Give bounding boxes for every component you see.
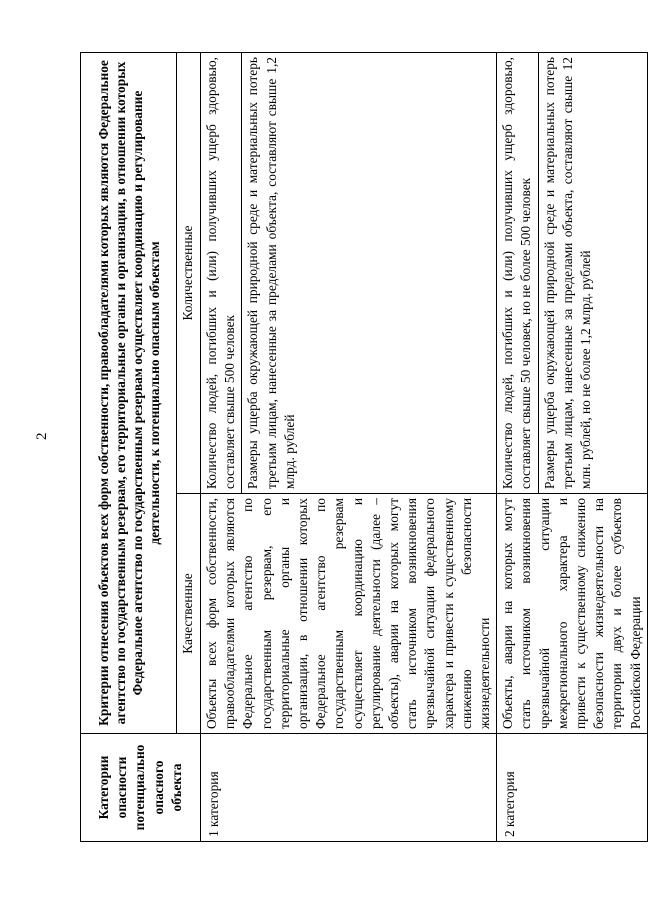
- header-criteria: Критерии отнесения объектов всех форм собственности, правообладателями которых являются Федеральное агентство по государственным резервам, его территориальные органы и организации, в отношении которых Федеральное агентство по государственным резервам осуществляет координацию и регулирование деятельности, к потенциально опасным объектам: [81, 53, 177, 734]
- criteria-table: [80, 52, 648, 842]
- qualitative-cell: Объекты, аварии на которых могут стать источником возникновения чрезвычайной ситуации межрегионального характера и привести к существенному снижению безопасности жизнедеятельности на территории двух и более субъектов Российской Федерации: [497, 494, 648, 734]
- page-number: 2: [34, 432, 50, 440]
- quant-damage: Размеры ущерба окружающей природной среде и материальных потерь третьим лицам, нанесенные за пределами объекта, составляют свыше 12 млн. рублей, но не более 1,2 млрд. рублей: [541, 57, 594, 489]
- quantitative-cell: [201, 53, 497, 494]
- category-cell: 2 категория: [497, 734, 648, 842]
- quant-damage: Размеры ущерба окружающей природной среде и материальных потерь третьим лицам, нанесенные за пределами объекта, составляют свыше 1,2 млрд. рублей: [245, 57, 297, 489]
- quantitative-cell: [497, 53, 648, 494]
- quant-people: Количество людей, погибших и (или) получивших ущерб здоровью, составляет свыше 50 человек, но не более 500 человек: [497, 53, 538, 493]
- category-cell: 1 категория: [201, 734, 497, 842]
- qualitative-cell: Объекты всех форм собственности, правообладателями которых являются Федеральное агентство по государственным резервам, его территориальные органы и организации, в отношении которых Федеральное агентство по государственным резервам осуществляет координацию и регулирование деятельности (далее – объекты), аварии на которых могут стать источником возникновения чрезвычайной ситуации федерального характера и привести к существенному снижению безопасности жизнедеятельности: [201, 494, 497, 734]
- quant-people: Количество людей, погибших и (или) получивших ущерб здоровью, составляет свыше 500 человек: [201, 53, 242, 493]
- header-quantitative: Количественные: [177, 53, 201, 494]
- table-row: [201, 53, 497, 842]
- header-qualitative: Качественные: [177, 494, 201, 734]
- table-row: [497, 53, 648, 842]
- criteria-table-container: [80, 52, 643, 842]
- header-category: Категории опасности потенциально опасного объекта: [81, 734, 201, 842]
